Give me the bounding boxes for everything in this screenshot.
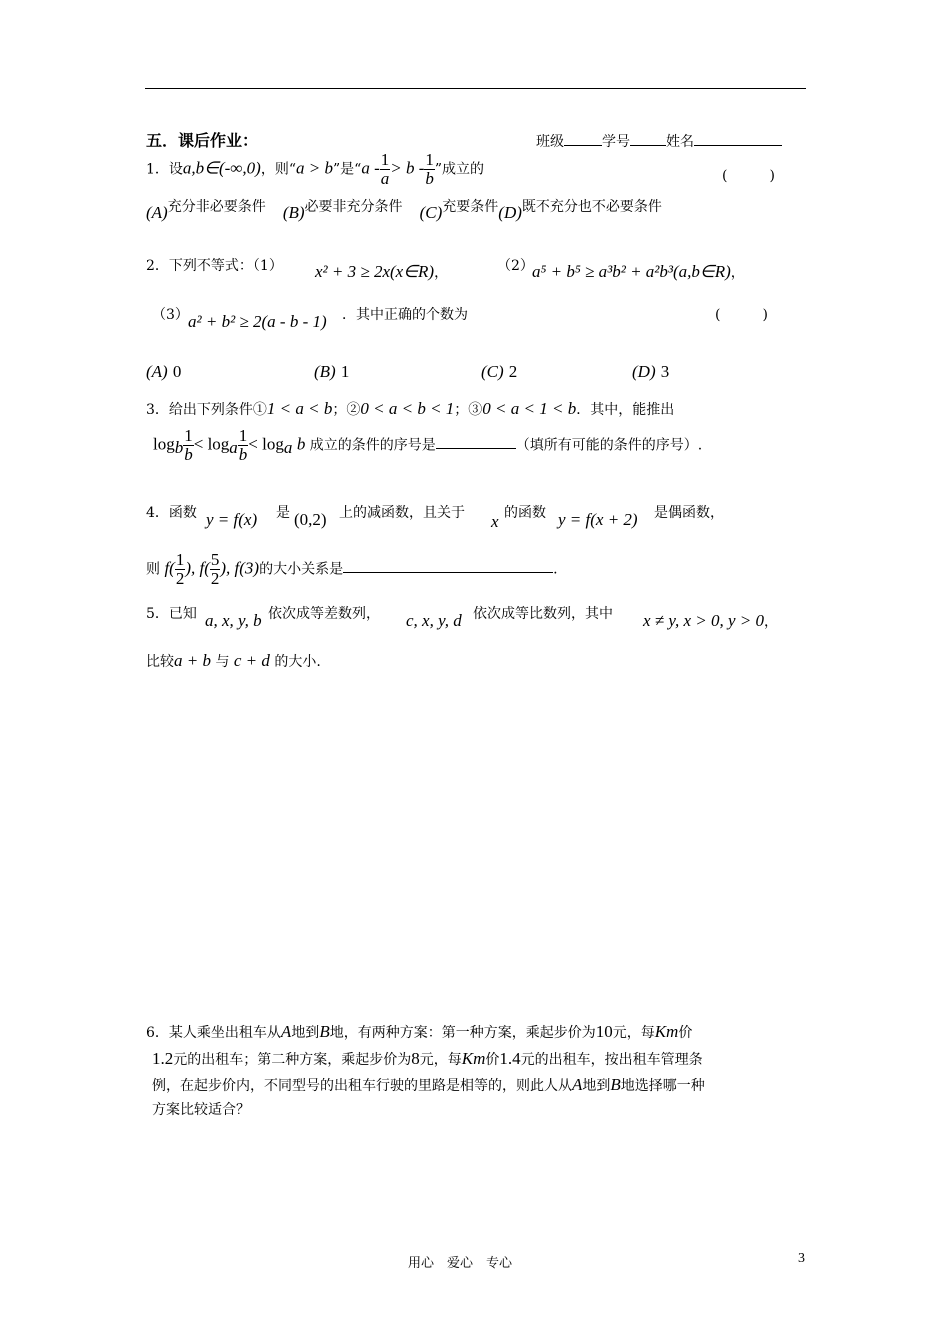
q2-question-tail: ．其中正确的个数为 bbox=[342, 307, 468, 323]
q1-expr: a - bbox=[361, 158, 380, 178]
q2-answer-paren: ( ) bbox=[715, 307, 768, 323]
question-4-line-2: 则 f( $\frac{1}{2}$ ), f( $\frac{5}{2}$ ), f(3)的大小关系是 . bbox=[146, 550, 558, 588]
page-number: 3 bbox=[798, 1251, 805, 1266]
q3-log: log bbox=[153, 434, 175, 454]
q5-text: 依次成等比数列，其中 bbox=[473, 606, 613, 622]
header-rule bbox=[145, 88, 806, 89]
q1-premise: a > b bbox=[296, 158, 333, 178]
q5-sum-2: c + d bbox=[233, 651, 270, 670]
q5-condition: x ≠ y, x > 0, y > 0， bbox=[643, 611, 779, 630]
q2-option-d-value: 3 bbox=[660, 362, 670, 381]
q4-x: x bbox=[491, 512, 499, 531]
q3-condition-1: 1 < a < b bbox=[266, 399, 333, 418]
q2-option-b-letter: (B) bbox=[314, 362, 336, 381]
name-label: 姓名 bbox=[666, 134, 694, 150]
question-5-line-2: 比较a + b 与 c + d 的大小. bbox=[146, 651, 321, 670]
question-1 bbox=[146, 151, 484, 188]
q1-text: ，则“ bbox=[260, 161, 297, 178]
q5-lead: 5．已知 bbox=[146, 606, 197, 622]
q3-condition-2: 0 < a < b < 1 bbox=[360, 399, 455, 418]
q1-option-d-text: 既不充分也不必要条件 bbox=[521, 199, 662, 215]
class-label: 班级 bbox=[536, 134, 564, 150]
q3-fraction: $\frac{1}{b}$ bbox=[238, 426, 248, 464]
q2-lead-3: （3） bbox=[152, 307, 189, 323]
question-3-line-2: $\log_b$ $\frac{1}{b}$ < $\log_a$ $\frac{1}{b}$ < $\log_a b$ 成立的条件的序号是 （填所有可能的条件的序号）. bbox=[153, 426, 703, 464]
q4-lead: 4．函数 bbox=[146, 505, 197, 521]
q1-options bbox=[146, 199, 662, 223]
q4-interval: (0,2) bbox=[294, 510, 327, 529]
q1-text: ”是“ bbox=[333, 161, 362, 178]
q3-hint: （填所有可能的条件的序号）. bbox=[515, 437, 703, 454]
q2-lead-2: （2） bbox=[497, 258, 534, 274]
q4-function-1: y = f(x) bbox=[206, 510, 258, 529]
q3-question: 成立的条件的序号是 bbox=[309, 437, 436, 454]
q1-option-c-text: 充要条件 bbox=[442, 199, 499, 215]
id-label: 学号 bbox=[602, 134, 630, 150]
q5-sequence-1: a, x, y, b bbox=[205, 611, 262, 630]
q4-answer-blank bbox=[343, 560, 553, 573]
question-4-line-1 bbox=[146, 502, 197, 522]
q2-inequality-3: a² + b² ≥ 2(a - b - 1) bbox=[188, 312, 327, 331]
header-fields bbox=[536, 131, 782, 151]
q1-option-a-text: 充分非必要条件 bbox=[167, 199, 266, 215]
q4-fraction-five-halves: $\frac{5}{2}$ bbox=[210, 550, 220, 588]
q4-fraction-half: $\frac{1}{2}$ bbox=[175, 550, 185, 588]
q4-text: 是偶函数， bbox=[654, 505, 724, 521]
q1-fraction-1-over-b: $\frac{1}{b}$ bbox=[425, 150, 434, 188]
q1-option-a-letter: (A) bbox=[146, 203, 168, 222]
q3-condition-3: 0 < a < 1 < b bbox=[482, 399, 577, 418]
q4-function-2: y = f(x + 2) bbox=[558, 510, 638, 529]
q2-option-a-value: 0 bbox=[172, 362, 182, 381]
section-title: 五．课后作业： bbox=[146, 131, 259, 150]
q1-fraction-1-over-a: $\frac{1}{a}$ bbox=[380, 150, 390, 188]
question-6-line-4: 方案比较适合？ bbox=[152, 1102, 250, 1118]
q2-option-a-letter: (A) bbox=[146, 362, 168, 381]
q1-option-b-text: 必要非充分条件 bbox=[304, 199, 403, 215]
question-6-line-1: 6．某人乘坐出租车从A地到B地，有两种方案：第一种方案，乘起步价为10元，每Km价 bbox=[146, 1022, 693, 1041]
q2-inequality-2: a⁵ + b⁵ ≥ a³b² + a²b³(a,b∈R)， bbox=[532, 262, 745, 281]
q2-option-b-value: 1 bbox=[340, 362, 350, 381]
id-blank bbox=[630, 133, 666, 146]
question-6-line-3: 例，在起步价内，不同型号的出租车行驶的里路是相等的，则此人从A地到B地选择哪一种 bbox=[152, 1075, 705, 1094]
q5-sequence-2: c, x, y, d bbox=[406, 611, 462, 630]
q2-inequality-1: x² + 3 ≥ 2x(x∈R)， bbox=[315, 262, 449, 281]
q3-fraction: $\frac{1}{b}$ bbox=[184, 426, 193, 464]
q1-condition: a,b∈(-∞,0) bbox=[182, 158, 261, 178]
q4-text: 的函数 bbox=[504, 505, 546, 521]
q1-expr: > b - bbox=[390, 158, 425, 178]
q4-text: 是 bbox=[276, 505, 290, 521]
q2-lead: 2．下列不等式：（1） bbox=[146, 258, 283, 274]
question-5-line-1 bbox=[146, 603, 197, 623]
q3-answer-blank bbox=[436, 436, 516, 449]
q1-number: 1．设 bbox=[146, 161, 183, 178]
q2-option-c-value: 2 bbox=[508, 362, 518, 381]
question-3-line-1: 3．给出下列条件①1 < a < b；②0 < a < b < 1；③0 < a < 1 < b．其中，能推出 bbox=[146, 399, 675, 418]
q3-lead: 3．给出下列条件① bbox=[146, 402, 267, 418]
q2-option-d-letter: (D) bbox=[632, 362, 656, 381]
q1-option-b-letter: (B) bbox=[282, 203, 305, 222]
q5-text: 依次成等差数列， bbox=[268, 606, 380, 622]
q2-option-c-letter: (C) bbox=[481, 362, 504, 381]
q1-text: ”成立的 bbox=[434, 161, 485, 178]
footer-motto: 用心 爱心 专心 bbox=[408, 1256, 513, 1271]
q4-text: 上的减函数，且关于 bbox=[339, 505, 465, 521]
q1-option-d-letter: (D) bbox=[498, 203, 522, 222]
q1-option-c-letter: (C) bbox=[419, 203, 443, 222]
q1-answer-paren: ( ) bbox=[722, 168, 775, 184]
question-6-line-2: 1.2元的出租车；第二种方案，乘起步价为8元，每Km价1.4元的出租车，按出租车管理条 bbox=[152, 1049, 703, 1068]
name-blank bbox=[694, 133, 782, 146]
class-blank bbox=[564, 133, 602, 146]
question-2-line-1 bbox=[146, 255, 283, 275]
q5-sum-1: a + b bbox=[174, 651, 211, 670]
